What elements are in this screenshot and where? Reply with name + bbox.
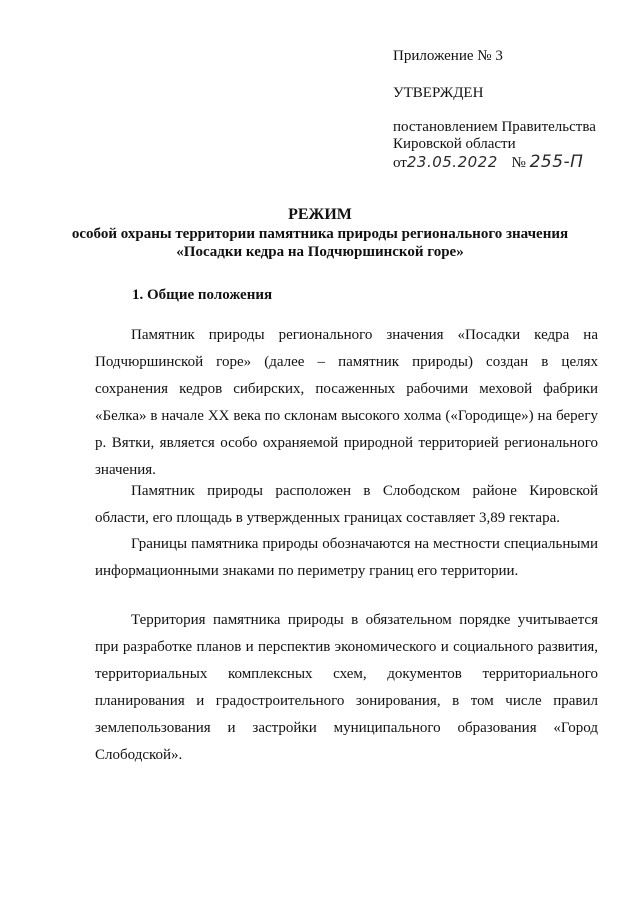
handwritten-date: 23.05.2022 xyxy=(406,153,498,171)
paragraph-2: Памятник природы расположен в Слободском районе Кировской области, его площадь в утвержденных границах составляет 3,89 гектара. xyxy=(95,483,598,526)
approved-label: УТВЕРЖДЕН xyxy=(393,85,484,101)
document-title: РЕЖИМ xyxy=(288,206,352,223)
date-prefix: от xyxy=(393,155,407,171)
paragraph-1: Памятник природы регионального значения «Посадки кедра на Подчюршинской горе» (далее – памятник природы) создан в целях сохранения кедров сибирских, посаженных рабочими меховой фабрики «Белка» в начале XX века по склонам высокого холма («Городище») на берегу р. Вятки, является особо охраняемой природной территорией регионального значения. xyxy=(95,327,598,478)
document-subtitle-line-2: «Посадки кедра на Подчюршинской горе» xyxy=(176,244,464,260)
handwritten-number: 255-П xyxy=(529,152,584,172)
number-prefix: № xyxy=(511,155,526,171)
decree-line-1: постановлением Правительства xyxy=(393,119,596,135)
document-subtitle-line-1: особой охраны территории памятника природы регионального значения xyxy=(71,226,569,242)
appendix-number: Приложение № 3 xyxy=(393,48,503,64)
section-heading: 1. Общие положения xyxy=(132,287,273,303)
paragraph-4: Территория памятника природы в обязательном порядке учитывается при разработке планов и перспектив экономического и социального развития, территориальных комплексных схем, документов территориального планирования и градостроительного зонирования, в том числе правил землепользования и застройки муниципального образования «Город Слободской». xyxy=(95,612,598,763)
decree-line-2: Кировской области xyxy=(393,136,516,152)
decree-date-line xyxy=(393,153,583,172)
paragraph-3: Границы памятника природы обозначаются на местности специальными информационными знаками по периметру границ его территории. xyxy=(95,536,598,579)
